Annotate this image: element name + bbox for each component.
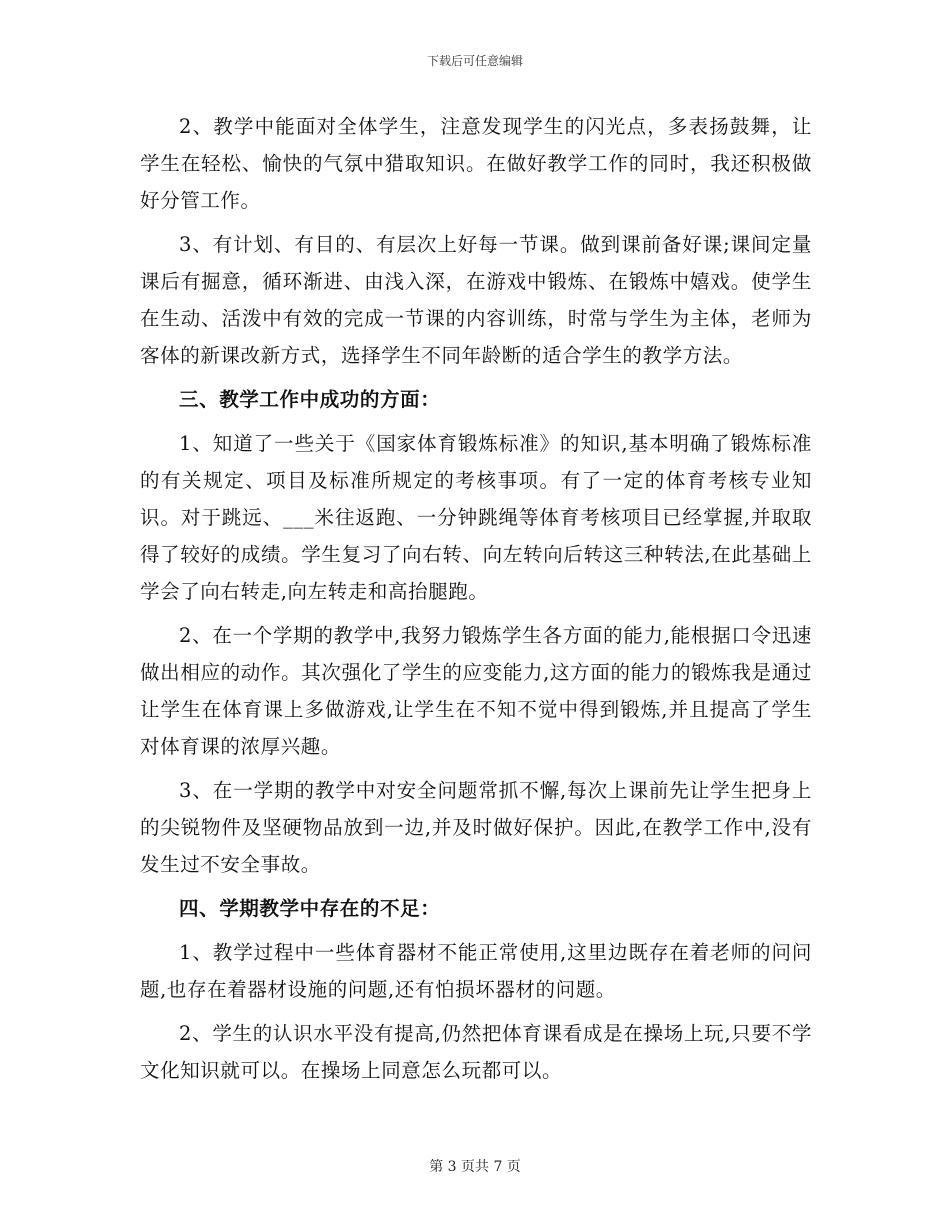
paragraph-item-3: 3、有计划、有目的、有层次上好每一节课。做到课前备好课;课间定量课后有掘意，循环渐进、由浅入深，在游戏中锻炼、在锻炼中嬉戏。使学生在生动、活泼中有效的完成一节课的内容训练，时常与学生为主体，老师为客体的新课改新方式，选择学生不同年龄断的适合学生的教学方法。 xyxy=(140,233,812,367)
page-header: 下载后可任意编辑 xyxy=(426,54,523,68)
document-body xyxy=(140,108,812,1089)
paragraph-success-1: 1、知道了一些关于《国家体育锻炼标准》的知识,基本明确了锻炼标准的有关规定、项目及标准所规定的考核事项。有了一定的体育考核专业知识。对于跳远、___米往返跑、一分钟跳绳等体育考核项目已经掌握,并取取得了较好的成绩。学生复习了向右转、向左转向后转这三种转法,在此基础上学会了向右转走,向左转走和高抬腿跑。 xyxy=(140,432,812,603)
paragraph-item-2: 2、教学中能面对全体学生，注意发现学生的闪光点，多表扬鼓舞，让学生在轻松、愉快的气氛中猎取知识。在做好教学工作的同时，我还积极做好分管工作。 xyxy=(140,115,812,212)
page-number: 第 3 页共 7 页 xyxy=(429,1159,521,1175)
paragraph-success-3: 3、在一学期的教学中对安全问题常抓不懈,每次上课前先让学生把身上的尖锐物件及坚硬物品放到一边,并及时做好保护。因此,在教学工作中,没有发生过不安全事故。 xyxy=(140,779,812,876)
paragraph-shortcoming-1: 1、教学过程中一些体育器材不能正常使用,这里边既存在着老师的问问题,也存在着器材设施的问题,还有怕损坏器材的问题。 xyxy=(140,941,812,1001)
paragraph-shortcoming-2: 2、学生的认识水平没有提高,仍然把体育课看成是在操场上玩,只要不学文化知识就可以。在操场上同意怎么玩都可以。 xyxy=(140,1022,812,1082)
section-heading-successes: 三、教学工作中成功的方面： xyxy=(179,388,441,411)
section-heading-shortcomings: 四、学期教学中存在的不足： xyxy=(179,897,441,920)
paragraph-success-2: 2、在一个学期的教学中,我努力锻炼学生各方面的能力,能根据口令迅速做出相应的动作。其次强化了学生的应变能力,这方面的能力的锻炼我是通过让学生在体育课上多做游戏,让学生在不知不觉中得到锻炼,并且提高了学生对体育课的浓厚兴趣。 xyxy=(140,624,812,758)
